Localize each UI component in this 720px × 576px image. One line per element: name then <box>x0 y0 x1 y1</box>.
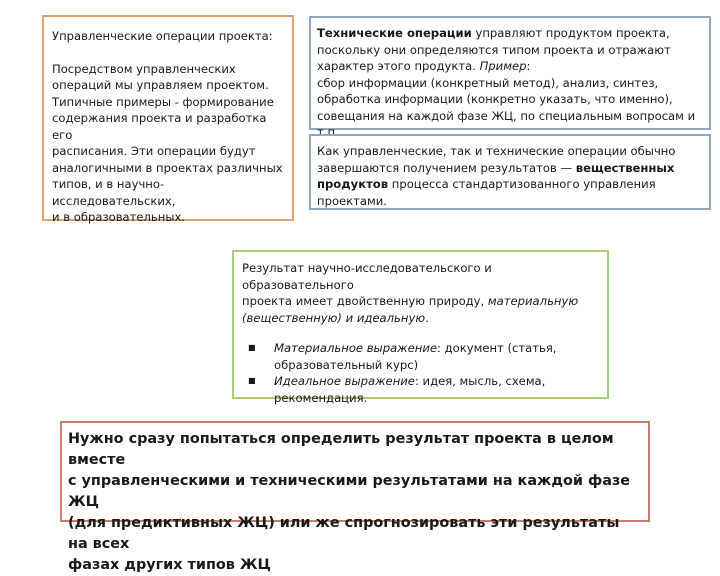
management-body-line: Посредством управленческих <box>52 61 236 76</box>
summary-text: завершаются получением результатов — <box>317 160 576 175</box>
bullet-text: рекомендация. <box>274 390 368 405</box>
technical-text: : <box>526 59 531 73</box>
result-box <box>232 250 609 405</box>
bullet-text: : документ (статья, <box>437 341 557 355</box>
result-italic: (вещественную) и идеальную <box>242 310 426 325</box>
management-title: Управленческие операции проекта: <box>52 29 273 43</box>
result-italic: материальную <box>487 294 579 308</box>
technical-line: поскольку они определяются типом проекта и отражают <box>317 42 671 57</box>
example-label: Пример <box>479 59 527 73</box>
management-body-line: содержания проекта и разработка его <box>52 111 267 142</box>
management-body-line: расписания. Эти операции будут <box>52 144 256 158</box>
technical-line <box>317 58 705 75</box>
technical-line <box>317 25 705 42</box>
list-item <box>242 340 601 373</box>
conclusion-line: фазах других типов ЖЦ <box>68 557 271 573</box>
summary-box <box>309 134 711 210</box>
conclusion-line: (для предиктивных ЖЦ) или же спрогнозировать эти результаты на всех <box>68 515 620 552</box>
management-body-line: операций мы управляем проектом. <box>52 78 269 92</box>
summary-line: Как управленческие, так и технические операции обычно <box>317 144 676 158</box>
summary-text: процесса стандартизованного управления проектами. <box>317 177 656 208</box>
conclusion-box <box>60 421 650 573</box>
management-operations-box <box>42 15 294 224</box>
technical-text: управляют продуктом проекта, <box>471 26 670 40</box>
management-body-line: аналогичными в проектах различных <box>52 160 283 175</box>
result-text: . <box>425 310 429 325</box>
management-body-line: Типичные примеры - формирование <box>52 94 274 109</box>
technical-line: совещания на каждой фазе ЖЦ, по специальным вопросам и т.п. <box>317 108 696 139</box>
bullet-label: Идеальное выражение <box>274 374 415 388</box>
result-line: Результат научно-исследовательского и образовательного <box>242 261 492 292</box>
bullet-label: Материальное выражение <box>274 341 438 355</box>
management-body-line: и в образовательных. <box>52 210 186 224</box>
bullet-icon: ■ <box>248 343 256 352</box>
technical-line: обработка информации (конкретно указать, что именно), <box>317 92 673 106</box>
summary-line <box>317 176 705 209</box>
summary-line <box>317 160 705 177</box>
summary-emphasis: продуктов <box>317 177 389 191</box>
conclusion-line: с управленческими и техническими результатами на каждой фазе ЖЦ <box>68 473 631 510</box>
result-line <box>242 310 601 327</box>
bullet-text: образовательный курс) <box>274 357 419 372</box>
result-bullet-list <box>242 340 601 406</box>
technical-title: Технические операции <box>317 26 472 40</box>
result-text: проекта имеет двойственную природу, <box>242 294 488 308</box>
bullet-icon: ■ <box>248 376 256 385</box>
technical-operations-box <box>309 16 711 139</box>
summary-emphasis: вещественных <box>575 160 675 175</box>
result-line <box>242 293 601 310</box>
technical-line: сбор информации (конкретный метод), анализ, синтез, <box>317 75 659 90</box>
technical-text: характер этого продукта. <box>317 59 480 73</box>
bullet-text: : идея, мысль, схема, <box>414 374 546 388</box>
list-item <box>242 373 601 406</box>
conclusion-line: Нужно сразу попытаться определить результат проекта в целом вместе <box>68 431 614 468</box>
management-body-line: типов, и в научно-исследовательских, <box>52 177 176 208</box>
